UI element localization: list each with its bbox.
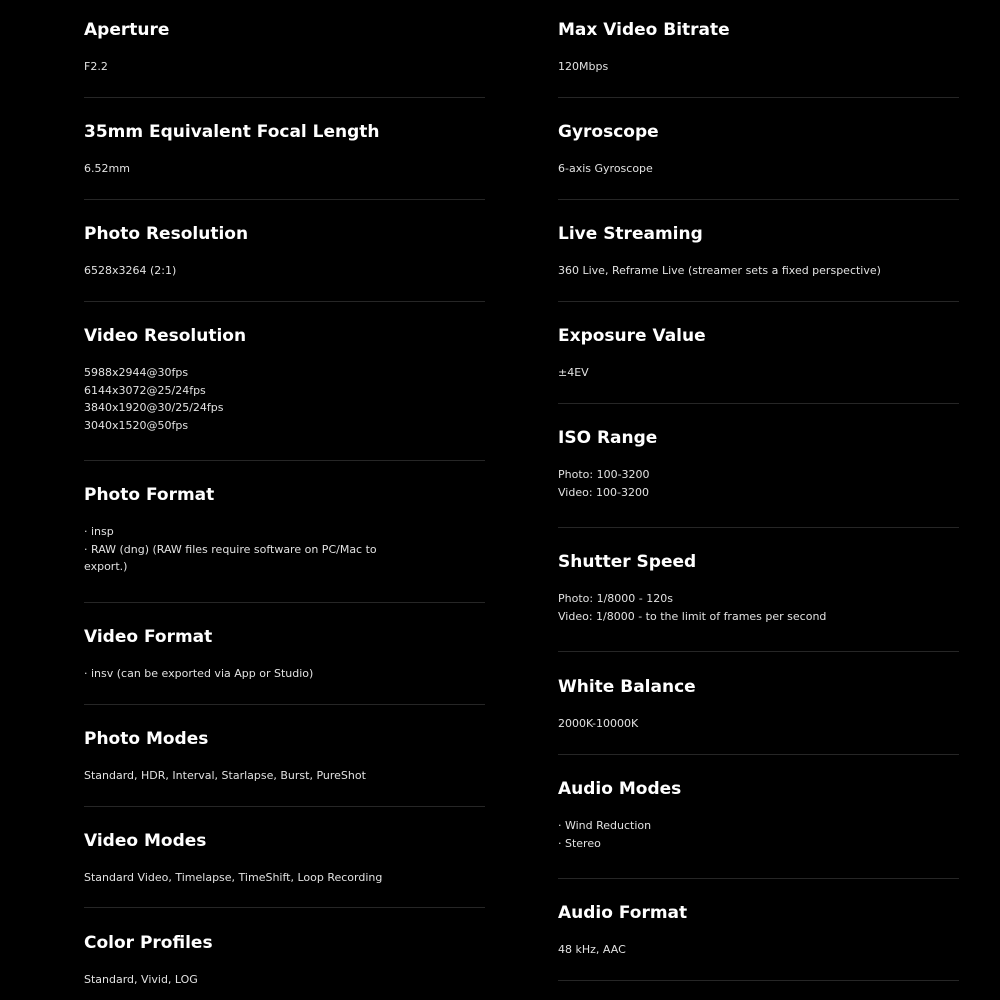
spec-value: 6-axis Gyroscope <box>558 162 653 175</box>
spec-value: Standard, Vivid, LOG <box>84 973 198 986</box>
spec-value: 5988x2944@30fps <box>84 366 189 379</box>
spec-value: · insv (can be exported via App or Studio) <box>84 667 314 680</box>
spec-value: 3040x1520@50fps <box>84 418 189 432</box>
divider <box>84 301 485 302</box>
spec-value: 2000K-10000K <box>558 717 639 730</box>
spec-title: ISO Range <box>558 428 658 448</box>
spec-value: 6.52mm <box>84 162 130 175</box>
spec-title: Color Profiles <box>84 933 213 953</box>
spec-title: 35mm Equivalent Focal Length <box>84 122 380 142</box>
spec-title: Audio Modes <box>558 779 682 799</box>
divider <box>558 527 959 528</box>
spec-title: Photo Modes <box>84 729 209 749</box>
spec-value: 3840x1920@30/25/24fps <box>84 401 224 415</box>
spec-value: Standard Video, Timelapse, TimeShift, Loop Recording <box>84 871 383 884</box>
spec-title: Video Modes <box>84 831 207 851</box>
spec-value: 6528x3264 (2:1) <box>84 264 177 277</box>
spec-value: · RAW (dng) (RAW files require software on PC/Mac to <box>84 542 377 556</box>
divider <box>84 704 485 705</box>
divider <box>84 907 485 908</box>
divider <box>558 97 959 98</box>
spec-value: F2.2 <box>84 60 108 73</box>
spec-title: Photo Format <box>84 485 215 505</box>
spec-title: Video Format <box>84 627 213 647</box>
spec-value: Standard, HDR, Interval, Starlapse, Burst, PureShot <box>84 769 366 782</box>
spec-value: Video: 1/8000 - to the limit of frames per second <box>558 609 827 623</box>
spec-title: Gyroscope <box>558 122 659 142</box>
spec-title: Audio Format <box>558 903 688 923</box>
divider <box>558 980 959 981</box>
spec-title: Shutter Speed <box>558 552 697 572</box>
spec-value: 360 Live, Reframe Live (streamer sets a fixed perspective) <box>558 264 881 277</box>
divider <box>558 754 959 755</box>
divider <box>558 878 959 879</box>
spec-value: 48 kHz, AAC <box>558 943 626 956</box>
spec-value: Video: 100-3200 <box>558 485 649 499</box>
spec-title: Video Resolution <box>84 326 247 346</box>
divider <box>84 460 485 461</box>
spec-title: Max Video Bitrate <box>558 20 730 40</box>
spec-value: ±4EV <box>558 366 589 379</box>
divider <box>84 97 485 98</box>
divider <box>558 651 959 652</box>
spec-title: Photo Resolution <box>84 224 249 244</box>
divider <box>84 199 485 200</box>
spec-value: · Stereo <box>558 836 601 850</box>
spec-title: Aperture <box>84 20 170 40</box>
divider <box>558 301 959 302</box>
spec-title: Live Streaming <box>558 224 703 244</box>
spec-value: 120Mbps <box>558 60 609 73</box>
divider <box>558 199 959 200</box>
spec-value: export.) <box>84 560 128 574</box>
spec-title: Exposure Value <box>558 326 706 346</box>
spec-value: 6144x3072@25/24fps <box>84 383 206 397</box>
spec-title: White Balance <box>558 677 696 697</box>
spec-value: · Wind Reduction <box>558 819 652 832</box>
divider <box>84 602 485 603</box>
spec-value: Photo: 1/8000 - 120s <box>558 592 673 605</box>
divider <box>558 403 959 404</box>
spec-value: · insp <box>84 525 114 538</box>
spec-value: Photo: 100-3200 <box>558 468 650 481</box>
divider <box>84 806 485 807</box>
